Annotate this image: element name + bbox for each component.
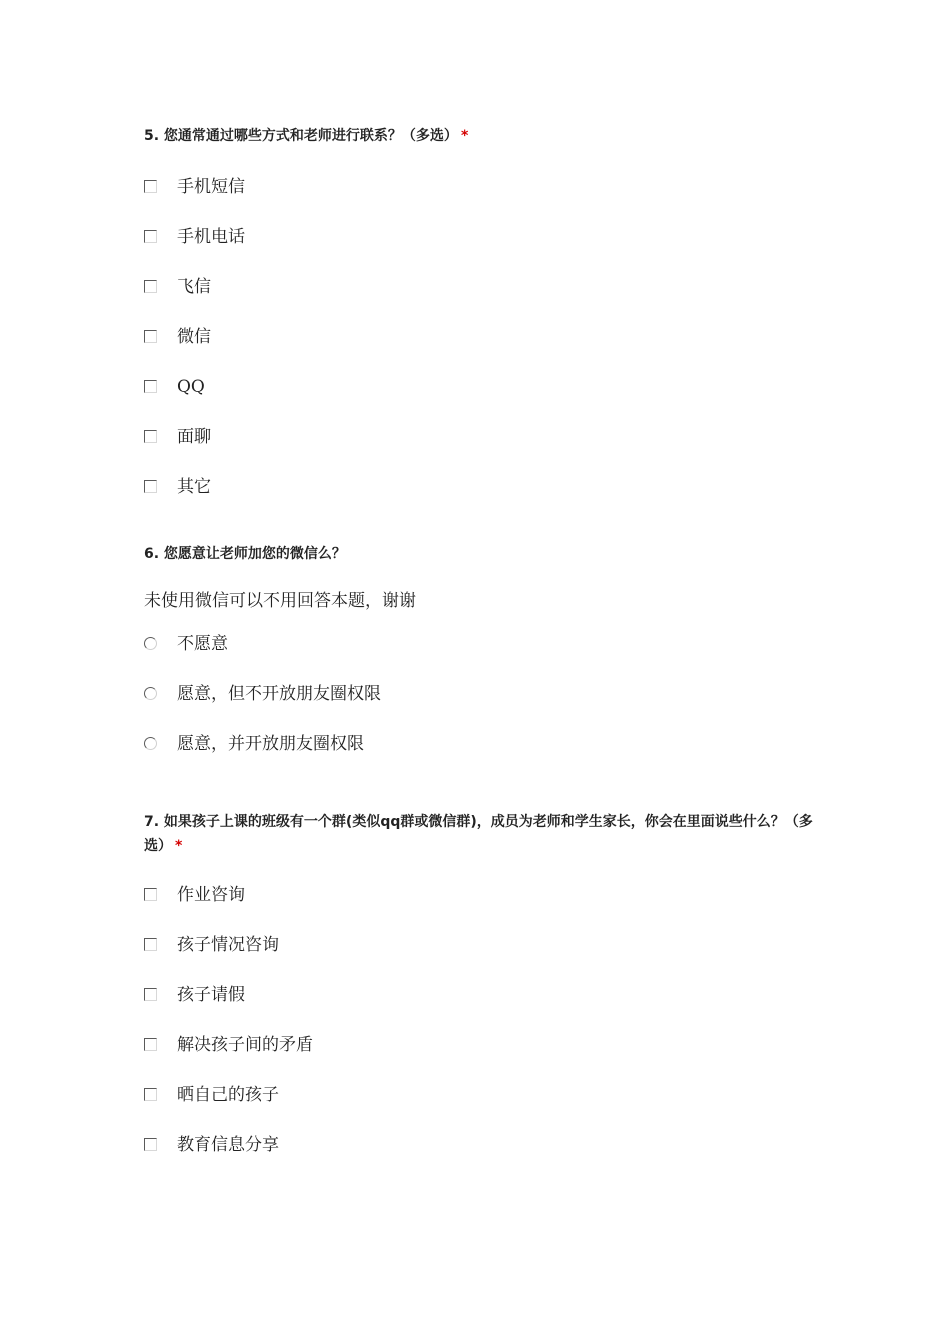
option-sms[interactable]: 手机短信 (144, 177, 824, 227)
option-phone-call[interactable]: 手机电话 (144, 227, 824, 277)
checkbox[interactable] (144, 430, 157, 443)
checkbox[interactable] (144, 280, 157, 293)
question-description: 未使用微信可以不用回答本题，谢谢 (144, 591, 416, 611)
checkbox[interactable] (144, 1038, 157, 1051)
checkbox[interactable] (144, 180, 157, 193)
checkbox[interactable] (144, 380, 157, 393)
option-show-child[interactable]: 晒自己的孩子 (144, 1085, 814, 1135)
option-qq[interactable]: QQ (144, 377, 824, 427)
checkbox[interactable] (144, 938, 157, 951)
option-child-status-inquiry[interactable]: 孩子情况咨询 (144, 935, 814, 985)
radio-button[interactable] (144, 737, 157, 750)
question-title: 6. 您愿意让老师加您的微信么？ (144, 546, 346, 562)
option-resolve-conflicts[interactable]: 解决孩子间的矛盾 (144, 1035, 814, 1085)
option-other[interactable]: 其它 (144, 477, 824, 527)
question-title: 5. 您通常通过哪些方式和老师进行联系？（多选） * (144, 128, 469, 144)
question-6 (144, 542, 824, 784)
checkbox[interactable] (144, 480, 157, 493)
option-education-info-sharing[interactable]: 教育信息分享 (144, 1135, 814, 1185)
option-willing-with-moments[interactable]: 愿意，并开放朋友圈权限 (144, 734, 824, 784)
required-marker: * (460, 128, 469, 144)
question-title: 7. 如果孩子上课的班级有一个群(类似qq群或微信群)，成员为老师和学生家长，你会在里面说些什么？（多选） * (144, 814, 813, 854)
checkbox[interactable] (144, 230, 157, 243)
checkbox[interactable] (144, 1138, 157, 1151)
option-fetion[interactable]: 飞信 (144, 277, 824, 327)
option-unwilling[interactable]: 不愿意 (144, 634, 824, 684)
option-willing-no-moments[interactable]: 愿意，但不开放朋友圈权限 (144, 684, 824, 734)
required-marker: * (175, 838, 183, 854)
option-list (144, 634, 824, 784)
option-wechat[interactable]: 微信 (144, 327, 824, 377)
checkbox[interactable] (144, 888, 157, 901)
option-face-to-face[interactable]: 面聊 (144, 427, 824, 477)
checkbox[interactable] (144, 330, 157, 343)
radio-button[interactable] (144, 687, 157, 700)
question-7 (144, 810, 814, 1185)
checkbox[interactable] (144, 1088, 157, 1101)
option-list (144, 885, 814, 1185)
question-5 (144, 124, 824, 527)
checkbox[interactable] (144, 988, 157, 1001)
option-list (144, 177, 824, 527)
option-homework-inquiry[interactable]: 作业咨询 (144, 885, 814, 935)
radio-button[interactable] (144, 637, 157, 650)
option-child-leave[interactable]: 孩子请假 (144, 985, 814, 1035)
